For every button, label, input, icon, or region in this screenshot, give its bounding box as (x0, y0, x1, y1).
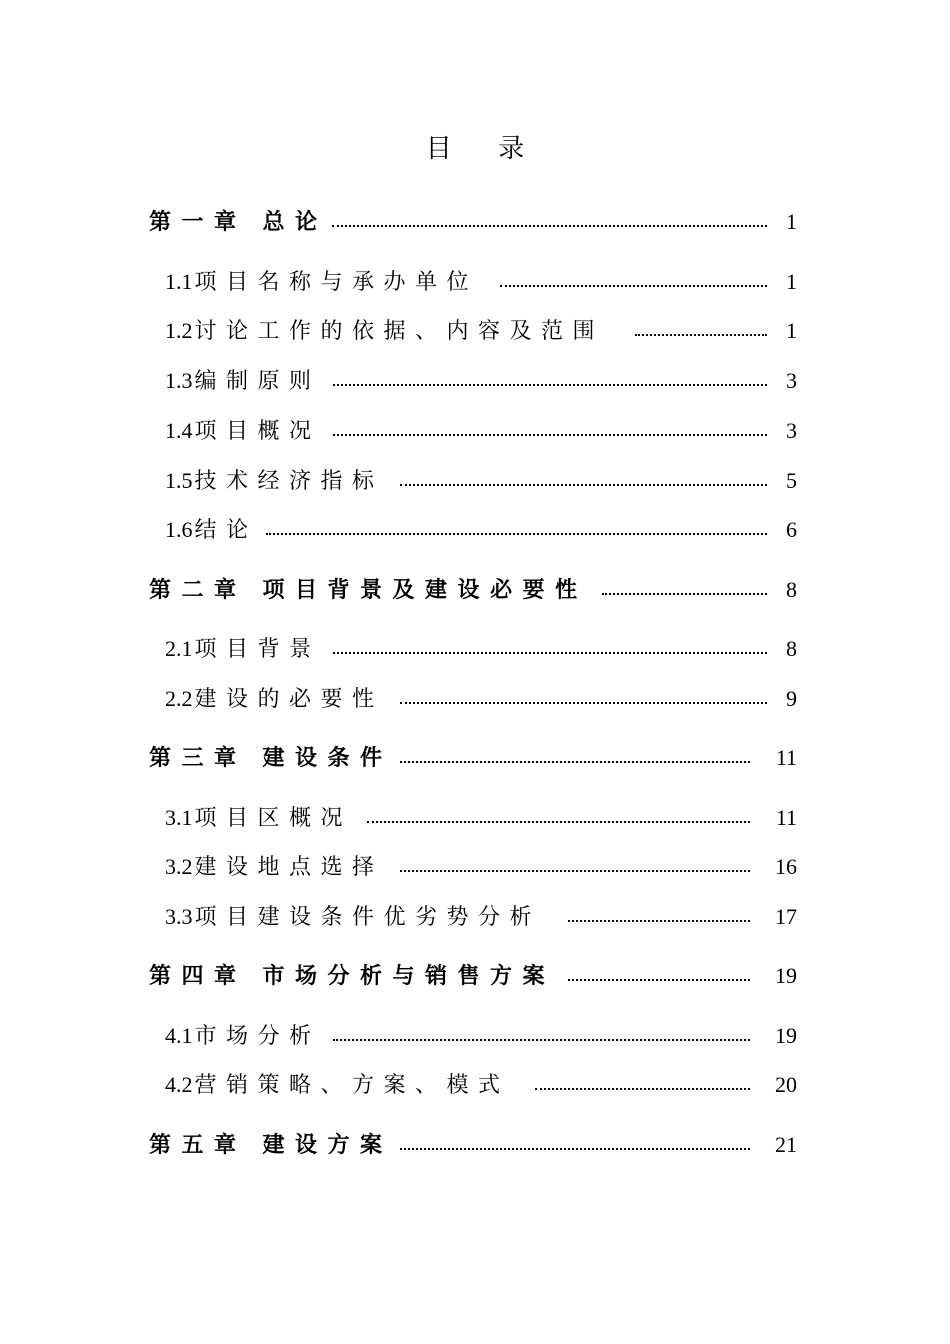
toc-entry-section-3-1[interactable] (0, 798, 950, 838)
entry-number: 1.2 (165, 318, 193, 343)
entry-number: 1.1 (165, 269, 193, 294)
entry-number: 1.3 (165, 368, 193, 393)
toc-entry-section-3-2[interactable] (0, 847, 950, 887)
page-number: 16 (775, 854, 797, 879)
page-number: 1 (786, 269, 797, 294)
page-number: 17 (775, 904, 797, 929)
toc-entry-section-1-6[interactable] (0, 510, 950, 550)
entry-title: 营销策略、方案、模式 (194, 1072, 510, 1097)
entry-number: 第三章 (149, 745, 247, 770)
dot-leader (400, 761, 750, 763)
dot-leader (635, 334, 767, 336)
toc-entry-chapter-3[interactable] (0, 738, 950, 778)
entry-number: 3.2 (165, 854, 193, 879)
page-number: 19 (775, 963, 797, 988)
toc-entry-section-1-5[interactable] (0, 461, 950, 501)
toc-entry-section-4-2[interactable] (0, 1065, 950, 1105)
dot-leader (568, 979, 750, 981)
entry-title: 项目区概况 (194, 805, 353, 830)
entry-number: 4.1 (165, 1023, 193, 1048)
page-number: 20 (775, 1072, 797, 1097)
entry-title: 市场分析 (194, 1023, 321, 1048)
dot-leader (400, 702, 767, 704)
entry-title: 市场分析与销售方案 (262, 963, 556, 988)
toc-entry-section-2-2[interactable] (0, 679, 950, 719)
dot-leader (333, 1039, 750, 1041)
dot-leader (367, 821, 750, 823)
toc-entry-section-1-1[interactable] (0, 262, 950, 302)
page-number: 11 (775, 745, 797, 770)
page-number: 11 (775, 805, 797, 830)
entry-number: 1.5 (165, 468, 193, 493)
toc-entry-chapter-2[interactable] (0, 570, 950, 610)
entry-title: 项目建设条件优劣势分析 (194, 904, 542, 929)
page-number: 1 (786, 209, 797, 234)
entry-title: 项目背景 (194, 636, 321, 661)
page-number: 19 (775, 1023, 797, 1048)
entry-title: 编制原则 (194, 368, 321, 393)
dot-leader (333, 652, 767, 654)
entry-number: 第二章 (149, 577, 247, 602)
page-number: 3 (786, 418, 797, 443)
toc-entry-chapter-5[interactable] (0, 1125, 950, 1165)
entry-number: 2.1 (165, 636, 193, 661)
page-number: 6 (786, 517, 797, 542)
toc-entry-section-3-3[interactable] (0, 897, 950, 937)
entry-number: 1.4 (165, 418, 193, 443)
dot-leader (400, 1148, 750, 1150)
dot-leader (266, 533, 767, 535)
page-number: 1 (786, 318, 797, 343)
dot-leader (332, 225, 767, 227)
dot-leader (568, 920, 750, 922)
entry-title: 讨论工作的依据、内容及范围 (194, 318, 605, 343)
entry-title: 建设的必要性 (194, 686, 384, 711)
toc-entry-section-1-3[interactable] (0, 361, 950, 401)
toc-entry-chapter-4[interactable] (0, 956, 950, 996)
dot-leader (602, 593, 767, 595)
entry-title: 项目背景及建设必要性 (262, 577, 588, 602)
entry-number: 第一章 (149, 209, 247, 234)
entry-number: 4.2 (165, 1072, 193, 1097)
entry-number: 第五章 (149, 1132, 247, 1157)
dot-leader (333, 434, 767, 436)
entry-title: 项目名称与承办单位 (194, 269, 479, 294)
dot-leader (400, 870, 750, 872)
entry-title: 结论 (194, 517, 258, 542)
entry-title: 项目概况 (194, 418, 321, 443)
toc-entry-section-2-1[interactable] (0, 629, 950, 669)
page-number: 21 (775, 1132, 797, 1157)
dot-leader (535, 1088, 750, 1090)
entry-number: 1.6 (165, 517, 193, 542)
entry-title: 建设条件 (262, 745, 393, 770)
page-number: 8 (786, 577, 797, 602)
entry-number: 2.2 (165, 686, 193, 711)
entry-number: 3.1 (165, 805, 193, 830)
toc-entry-section-4-1[interactable] (0, 1016, 950, 1056)
entry-title: 建设地点选择 (194, 854, 384, 879)
page-number: 8 (786, 636, 797, 661)
dot-leader (333, 384, 767, 386)
entry-number: 第四章 (149, 963, 247, 988)
entry-number: 3.3 (165, 904, 193, 929)
toc-entry-section-1-2[interactable] (0, 311, 950, 351)
page-title: 目 录 (425, 134, 545, 163)
page-number: 5 (786, 468, 797, 493)
entry-title: 技术经济指标 (194, 468, 384, 493)
page-number: 3 (786, 368, 797, 393)
toc-entry-section-1-4[interactable] (0, 411, 950, 451)
entry-title: 总论 (262, 209, 328, 234)
dot-leader (500, 285, 767, 287)
page-number: 9 (786, 686, 797, 711)
entry-title: 建设方案 (262, 1132, 393, 1157)
dot-leader (400, 484, 767, 486)
toc-entry-chapter-1[interactable] (0, 202, 950, 242)
